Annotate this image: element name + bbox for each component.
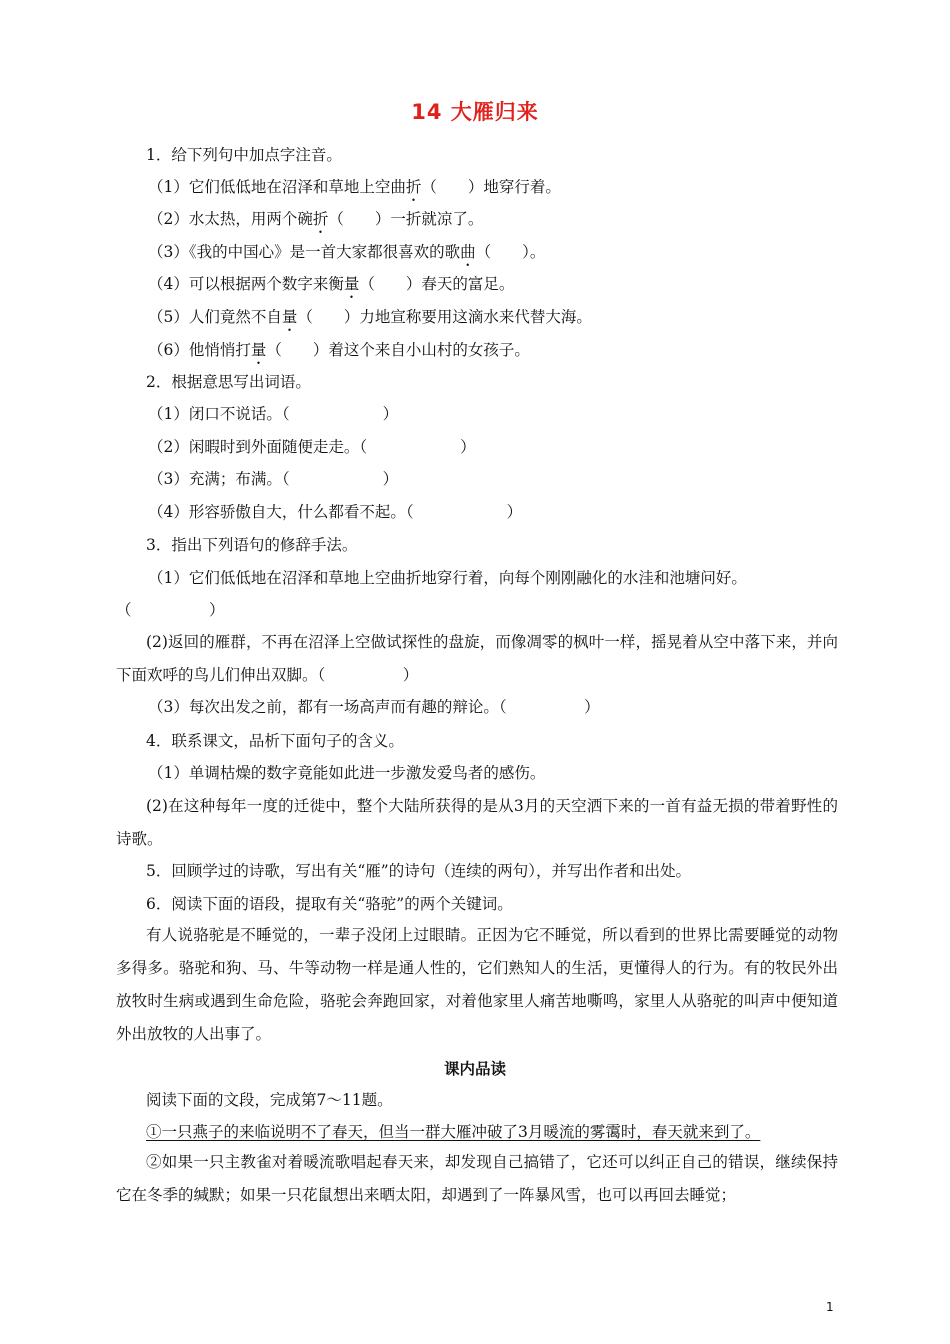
q6-passage: 有人说骆驼是不睡觉的，一辈子没闭上过眼睛。正因为它不睡觉，所以看到的世界比需要睡觉的动物多得多。骆驼和狗、马、牛等动物一样是通人性的，它们熟知人的生活，更懂得人的行为。有的牧民外出放牧时生病或遇到生命危险，骆驼会奔跑回家，对着他家里人痛苦地嘶鸣，家里人从骆驼的叫声中便知道外出放牧的人出事了。 <box>116 926 838 1043</box>
q3-item-1-blank: （ ） <box>116 601 225 619</box>
underlined-sentence: ①一只燕子的来临说明不了春天，但当一群大雁冲破了3月暖流的雾霭时，春天就来到了。 <box>146 1123 761 1141</box>
q2-item-1: （1）闭口不说话。（ ） <box>148 405 399 423</box>
q1-item-4: （4）可以根据两个数字来衡量（ ）春天的富足。 <box>148 275 515 293</box>
q3-item-1: （1）它们低低地在沼泽和草地上空曲折地穿行着，向每个刚刚融化的水洼和池塘问好。 <box>148 569 747 587</box>
q1-item-1: （1）它们低低地在沼泽和草地上空曲折（ ）地穿行着。 <box>148 178 561 196</box>
q1-item-5-marked-char: 量 <box>281 308 298 326</box>
q1-item-6-marked-char: 量 <box>250 341 267 359</box>
page-title: 14 大雁归来 <box>411 100 539 124</box>
q2-heading: 2．根据意思写出词语。 <box>146 373 311 391</box>
q3-heading: 3．指出下列语句的修辞手法。 <box>146 536 358 554</box>
section-title: 课内品读 <box>443 1060 506 1078</box>
q1-item-4-marked-char: 量 <box>343 275 360 293</box>
section-paragraph-1 <box>146 1122 760 1142</box>
q1-item-2: （2）水太热，用两个碗折（ ）一折就凉了。 <box>148 210 484 228</box>
q1-item-2-marked-char: 折 <box>312 210 329 228</box>
q2-item-4: （4）形容骄傲自大，什么都看不起。（ ） <box>148 503 523 521</box>
q4-heading: 4．联系课文，品析下面句子的含义。 <box>146 732 404 750</box>
q6-heading: 6．阅读下面的语段，提取有关“骆驼”的两个关键词。 <box>146 895 513 913</box>
q1-item-6: （6）他悄悄打量（ ）着这个来自小山村的女孩子。 <box>148 341 530 359</box>
q3-item-2: (2)返回的雁群，不再在沼泽上空做试探性的盘旋，而像凋零的枫叶一样，摇晃着从空中落下来，并向下面欢呼的鸟儿们伸出双脚。（ ） <box>116 633 838 684</box>
q2-item-3: （3）充满；布满。（ ） <box>148 470 399 488</box>
section-intro: 阅读下面的文段，完成第7～11题。 <box>146 1091 393 1109</box>
q1-item-3: （3）《我的中国心》是一首大家都很喜欢的歌曲（ ）。 <box>148 243 546 261</box>
section-paragraph-2: ②如果一只主教雀对着暖流歌唱起春天来，却发现自己搞错了，它还可以纠正自己的错误，继续保持它在冬季的缄默；如果一只花鼠想出来晒太阳，却遇到了一阵暴风雪，也可以再回去睡觉； <box>116 1153 838 1204</box>
q3-item-3: （3）每次出发之前，都有一场高声而有趣的辩论。（ ） <box>148 698 600 716</box>
q4-item-2: (2)在这种每年一度的迁徙中，整个大陆所获得的是从3月的天空洒下来的一首有益无损的带着野性的诗歌。 <box>116 797 838 848</box>
q1-item-3-marked-char: 曲 <box>460 243 476 261</box>
q1-item-5: （5）人们竟然不自量（ ）力地宣称要用这滴水来代替大海。 <box>148 308 592 326</box>
q1-heading: 1．给下列句中加点字注音。 <box>146 146 342 164</box>
q1-item-1-marked-char: 折 <box>405 178 422 196</box>
q2-item-2: （2）闲暇时到外面随便走走。（ ） <box>148 438 476 456</box>
q5-heading: 5．回顾学过的诗歌，写出有关“雁”的诗句（连续的两句），并写出作者和出处。 <box>146 862 691 880</box>
page-number: 1 <box>826 1300 834 1314</box>
q4-item-1: （1）单调枯燥的数字竟能如此进一步激发爱鸟者的感伤。 <box>148 764 546 782</box>
